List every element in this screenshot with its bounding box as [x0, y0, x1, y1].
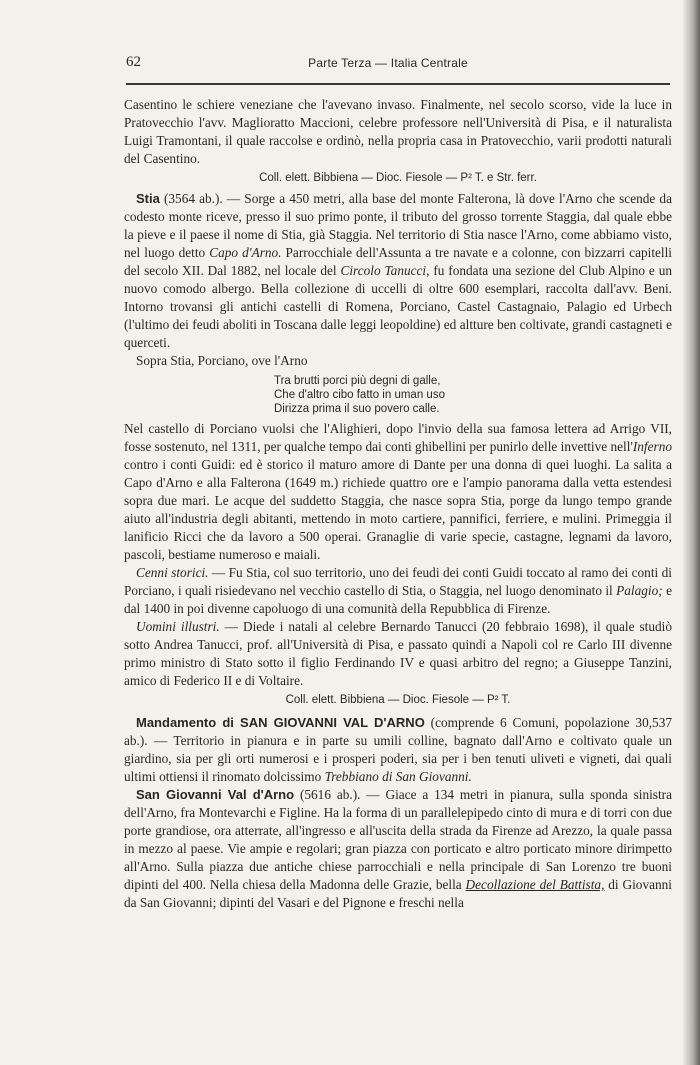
heading-stia: Stia	[136, 191, 160, 206]
cenni-text-b: e dal 1400 in poi divenne capoluogo di una comunità della Repubblica di Firenze.	[124, 583, 672, 616]
collegio-note-2: Coll. elett. Bibbiena — Dioc. Fiesole — P² T.	[285, 694, 511, 706]
san-giovanni-italic: Decollazione del Battista,	[465, 877, 605, 892]
uomini-text: — Diede i natali al celebre Bernardo Tanucci (20 febbraio 1698), il quale studiò sotto Andrea Tanucci, prof. all'Università di Pisa, e passato quindi a Napoli col re Carlo III divenne primo ministro di Stato sotto il figlio Ferdinando IV e quasi arbitro del regno; a Giuseppe Tanzini, amico di Federico II e di Voltaire.	[124, 619, 672, 688]
castello-text-b: contro i conti Guidi: ed è storico il maturo amore di Dante per una donna di quei luoghi. La salita a Capo d'Arno e alla Falterona (1649 m.) richiede quattro ore e l'ampio panorama dalla vetta estendesi sopra due mari. Le acque del suddetto Staggia, che nasce sopra Stia, porge da lungo tempo grande aiuto all'industria degli abitanti, mettendo in moto cartiere, pannifici, ferriere, e mulini. Primeggia il lanificio Ricci che da lavoro a 500 operai. Granaglie di varie specie, castagne, legnami da lavoro, pascoli, bestiame numeroso e maiali.	[124, 457, 672, 562]
paragraph-stia	[124, 190, 672, 352]
mandamento-italic: Trebbiano di San Giovanni.	[324, 769, 472, 784]
poem-quote	[274, 374, 672, 416]
paragraph-san-giovanni	[124, 786, 672, 912]
heading-mandamento: Mandamento di SAN GIOVANNI VAL D'ARNO	[136, 715, 425, 730]
paragraph-cenni	[124, 564, 672, 618]
page-number: 62	[126, 54, 141, 70]
castello-italic: Inferno	[632, 439, 672, 454]
page-header	[108, 54, 668, 78]
poem-line: Dirizza prima il suo povero calle.	[274, 403, 440, 415]
cenni-text: — Fu Stia, col suo territorio, uno dei feudi dei conti Guidi toccato al ramo dei conti di Porciano, i quali risiedevano nel vecchio castello di Stia, o Staggia, nel luogo denominato il	[124, 565, 672, 598]
cenni-italic: Palagio;	[616, 583, 663, 598]
running-head: Parte Terza — Italia Centrale	[308, 56, 468, 70]
castello-text-a: Nel castello di Porciano vuolsi che l'Alighieri, dopo l'invio della sua famosa lettera ad Arrigo VII, fosse sostenuto, nel 1311, per qualche tempo dai conti ghibellini per punirlo delle invettive nell'	[124, 421, 672, 454]
cenni-label: Cenni storici.	[136, 565, 209, 580]
san-giovanni-text-b: di Giovanni da San Giovanni; dipinti del Vasari e del Pignone e freschi nella	[124, 877, 672, 910]
heading-san-giovanni: San Giovanni Val d'Arno	[136, 787, 295, 802]
paragraph-sopra: Sopra Stia, Porciano, ove l'Arno	[136, 353, 308, 368]
san-giovanni-text: (5616 ab.). — Giace a 134 metri in pianura, sulla sponda sinistra dell'Arno, fra Montevarchi e Figline. Ha la forma di un parallelepipedo cinto di mura e di torri con due porte grandiose, ora atterrate, all'ingresso e all'uscita della strada da Firenze ad Arezzo, la quale passa in mezzo al paese. Vie ampie e regolari; gran piazza con porticato e altro porticato minore dirimpetto all'Arno. Sulla piazza due antiche chiese parrocchiali e nella principale di San Lorenzo tre buoni dipinti del 400. Nella chiesa della Madonna delle Grazie, bella	[124, 787, 673, 892]
mandamento-text: (comprende 6 Comuni, popolazione 30,537 ab.). — Territorio in pianura e in parte su umili colline, bagnato dall'Arno e coltivato quale un giardino, sia per gli orti numerosi e i prosperi poderi, sia per i ben tenuti uliveti e vigneti, dai quali ultimi ottiensi il rinomato dolcissimo	[124, 715, 673, 784]
paragraph-mandamento	[124, 714, 672, 786]
header-rule	[126, 83, 670, 85]
stia-text-b: Parrocchiale dell'Assunta a tre navate e a colonne, con bizzarri capitelli del secolo XII. Dal 1882, nel locale del	[124, 245, 672, 278]
page-body	[124, 96, 672, 912]
stia-italic-capo: Capo d'Arno.	[209, 245, 282, 260]
poem-line: Tra brutti porci più degni di galle,	[274, 375, 441, 387]
poem-line: Che d'altro cibo fatto in uman uso	[274, 389, 445, 401]
uomini-label: Uomini illustri.	[136, 619, 220, 634]
page-edge-shadow	[682, 0, 700, 1065]
paragraph-casentino: Casentino le schiere veneziane che l'avevano invaso. Finalmente, nel secolo scorso, vide la luce in Pratovecchio l'avv. Maglioratto Maccioni, celebre professore nell'Università di Pisa, e il naturalista Luigi Tramontani, il quale raccolse e ordinò, nella propria casa in Pratovecchio, varii prodotti naturali del Casentino.	[124, 97, 672, 166]
stia-text-c: fu fondata una sezione del Club Alpino e un nuovo comodo albergo. Bella collezione di uccelli di oltre 600 esemplari, raccolta dall'avv. Beni. Intorno trovansi gli antichi castelli di Romena, Porciano, Castel Castagnaio, Palagio ed Urbech (l'ultimo dei feudi aboliti in Toscana dalle leggi leopoldine) ed altture ben coltivate, grandi castagneti e querceti.	[124, 263, 672, 350]
stia-italic-circolo: Circolo Tanucci,	[340, 263, 430, 278]
stia-text-a: (3564 ab.). — Sorge a 450 metri, alla base del monte Falterona, là dove l'Arno che scende da codesto monte riceve, presso il suo primo ponte, il tributo del grosso torrente Staggia, dal quale ebbe la pieve e il paese il nome di Stia, già Staggia. Nel territorio di Stia nasce l'Arno, come abbiamo visto, nel luogo detto	[124, 191, 672, 260]
paragraph-castello	[124, 420, 672, 564]
paragraph-uomini	[124, 618, 672, 690]
collegio-note: Coll. elett. Bibbiena — Dioc. Fiesole — P² T. e Str. ferr.	[259, 172, 537, 184]
